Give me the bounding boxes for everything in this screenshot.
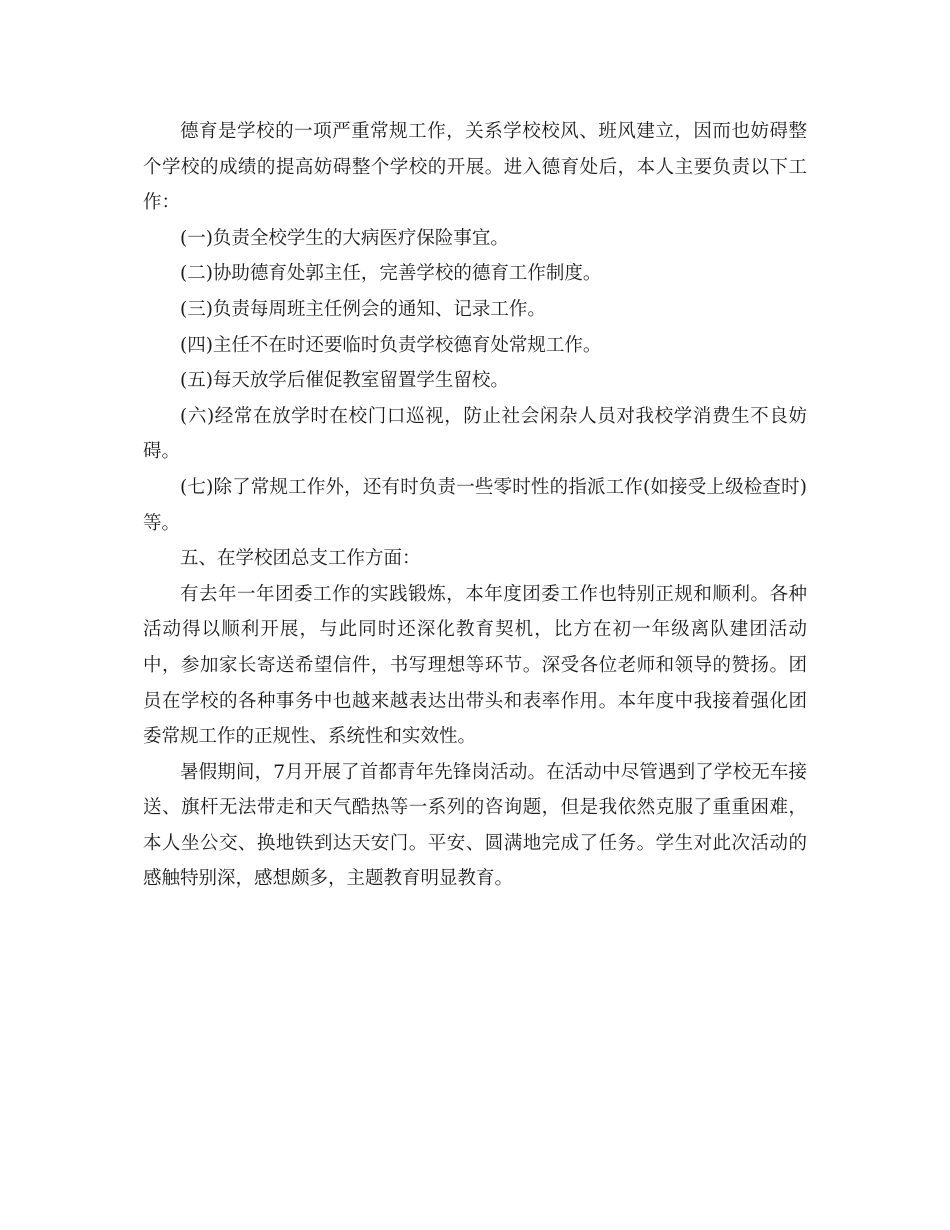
list-item-5: (五)每天放学后催促教室留置学生留校。 <box>180 370 509 392</box>
list-item-2: (二)协助德育处郭主任，完善学校的德育工作制度。 <box>180 263 602 285</box>
list-item-4: (四)主任不在时还要临时负责学校德育处常规工作。 <box>180 334 602 356</box>
document-body <box>143 114 807 897</box>
list-item-3: (三)负责每周班主任例会的通知、记录工作。 <box>180 298 546 320</box>
paragraph-moral-education-intro: 德育是学校的一项严重常规工作，关系学校校风、班风建立，因而也妨碍整个学校的成绩的提高妨碍整个学校的开展。进入德育处后，本人主要负责以下工作： <box>143 121 807 214</box>
paragraph-youth-league-work: 有去年一年团委工作的实践锻炼，本年度团委工作也特别正规和顺利。各种活动得以顺利开展，与此同时还深化教育契机，比方在初一年级离队建团活动中，参加家长寄送希望信件，书写理想等环节。深受各位老师和领导的赞扬。团员在学校的各种事务中也越来越表达出带头和表率作用。本年度中我接着强化团委常规工作的正规性、系统性和实效性。 <box>143 583 807 748</box>
paragraph-summer-activity: 暑假期间，7月开展了首都青年先锋岗活动。在活动中尽管遇到了学校无车接送、旗杆无法带走和天气酷热等一系列的咨询题，但是我依然克服了重重困难，本人坐公交、换地铁到达天安门。平安、圆满地完成了任务。学生对此次活动的感触特别深，感想颇多，主题教育明显教育。 <box>143 761 807 890</box>
list-item-7: (七)除了常规工作外，还有时负责一些零时性的指派工作(如接受上级检查时)等。 <box>143 476 807 534</box>
list-item-6: (六)经常在放学时在校门口巡视，防止社会闲杂人员对我校学消费生不良妨碍。 <box>143 405 807 463</box>
section-heading-youth-league: 五、在学校团总支工作方面： <box>180 548 421 570</box>
list-item-1: (一)负责全校学生的大病医疗保险事宜。 <box>180 227 509 249</box>
